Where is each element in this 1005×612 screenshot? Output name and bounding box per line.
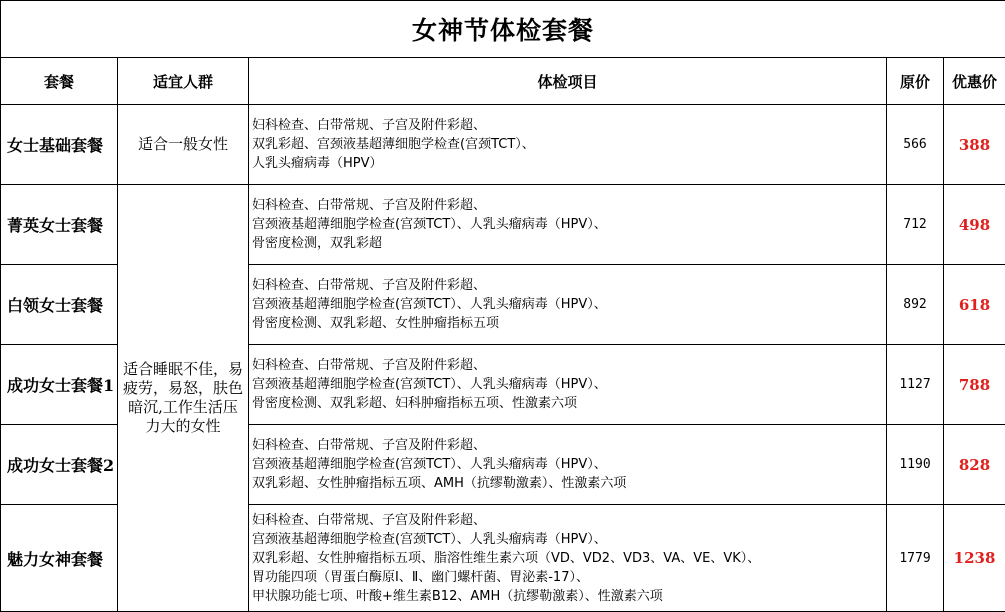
header-package: 套餐 bbox=[1, 58, 118, 105]
original-price: 1779 bbox=[887, 505, 944, 612]
item-line: 人乳头瘤病毒（HPV） bbox=[252, 154, 886, 173]
title-row bbox=[1, 1, 1005, 58]
item-line: 骨密度检测，双乳彩超 bbox=[252, 234, 886, 253]
package-name: 白领女士套餐 bbox=[1, 265, 118, 345]
package-name: 成功女士套餐2 bbox=[1, 425, 118, 505]
original-price: 892 bbox=[887, 265, 944, 345]
item-line: 双乳彩超、女性肿瘤指标五项、AMH（抗缪勒激素）、性激素六项 bbox=[252, 474, 886, 493]
crowd-cell: 适合睡眠不佳，易疲劳，易怒，肤色暗沉,工作生活压力大的女性 bbox=[118, 185, 249, 612]
package-name: 女士基础套餐 bbox=[1, 105, 118, 185]
header-crowd: 适宜人群 bbox=[118, 58, 249, 105]
header-items: 体检项目 bbox=[249, 58, 887, 105]
header-row bbox=[1, 58, 1005, 105]
original-price: 566 bbox=[887, 105, 944, 185]
discount-price: 618 bbox=[944, 265, 1005, 345]
package-name: 魅力女神套餐 bbox=[1, 505, 118, 612]
item-line: 宫颈液基超薄细胞学检查(宫颈TCT）、人乳头瘤病毒（HPV）、 bbox=[252, 375, 886, 394]
item-line: 宫颈液基超薄细胞学检查(宫颈TCT）、人乳头瘤病毒（HPV）、 bbox=[252, 455, 886, 474]
discount-price: 1238 bbox=[944, 505, 1005, 612]
package-items bbox=[249, 185, 887, 265]
package-name: 菁英女士套餐 bbox=[1, 185, 118, 265]
discount-price: 498 bbox=[944, 185, 1005, 265]
package-items bbox=[249, 265, 887, 345]
item-line: 妇科检查、白带常规、子宫及附件彩超、 bbox=[252, 356, 886, 375]
item-line: 妇科检查、白带常规、子宫及附件彩超、 bbox=[252, 196, 886, 215]
item-line: 骨密度检测、双乳彩超、妇科肿瘤指标五项、性激素六项 bbox=[252, 394, 886, 413]
package-items bbox=[249, 345, 887, 425]
item-line: 妇科检查、白带常规、子宫及附件彩超、 bbox=[252, 276, 886, 295]
item-line: 妇科检查、白带常规、子宫及附件彩超、 bbox=[252, 511, 886, 530]
original-price: 1190 bbox=[887, 425, 944, 505]
header-original-price: 原价 bbox=[887, 58, 944, 105]
package-items bbox=[249, 425, 887, 505]
package-name: 成功女士套餐1 bbox=[1, 345, 118, 425]
original-price: 712 bbox=[887, 185, 944, 265]
discount-price: 788 bbox=[944, 345, 1005, 425]
item-line: 双乳彩超、女性肿瘤指标五项、脂溶性维生素六项（VD、VD2、VD3、VA、VE、VK）、 bbox=[252, 549, 886, 568]
item-line: 双乳彩超、宫颈液基超薄细胞学检查(宫颈TCT）、 bbox=[252, 135, 886, 154]
item-line: 妇科检查、白带常规、子宫及附件彩超、 bbox=[252, 436, 886, 455]
package-items bbox=[249, 505, 887, 612]
item-line: 宫颈液基超薄细胞学检查(宫颈TCT）、人乳头瘤病毒（HPV）、 bbox=[252, 530, 886, 549]
item-line: 骨密度检测、双乳彩超、女性肿瘤指标五项 bbox=[252, 314, 886, 333]
table-title: 女神节体检套餐 bbox=[1, 1, 1005, 58]
header-discount-price: 优惠价 bbox=[944, 58, 1005, 105]
discount-price: 388 bbox=[944, 105, 1005, 185]
package-row bbox=[1, 185, 1005, 265]
crowd-cell: 适合一般女性 bbox=[118, 105, 249, 185]
item-line: 胃功能四项（胃蛋白酶原Ⅰ、Ⅱ、幽门螺杆菌、胃泌素-17）、 bbox=[252, 568, 886, 587]
package-row bbox=[1, 105, 1005, 185]
item-line: 妇科检查、白带常规、子宫及附件彩超、 bbox=[252, 116, 886, 135]
item-line: 宫颈液基超薄细胞学检查(宫颈TCT）、人乳头瘤病毒（HPV）、 bbox=[252, 295, 886, 314]
package-items bbox=[249, 105, 887, 185]
discount-price: 828 bbox=[944, 425, 1005, 505]
item-line: 甲状腺功能七项、叶酸+维生素B12、AMH（抗缪勒激素）、性激素六项 bbox=[252, 587, 886, 606]
item-line: 宫颈液基超薄细胞学检查(宫颈TCT）、人乳头瘤病毒（HPV）、 bbox=[252, 215, 886, 234]
original-price: 1127 bbox=[887, 345, 944, 425]
